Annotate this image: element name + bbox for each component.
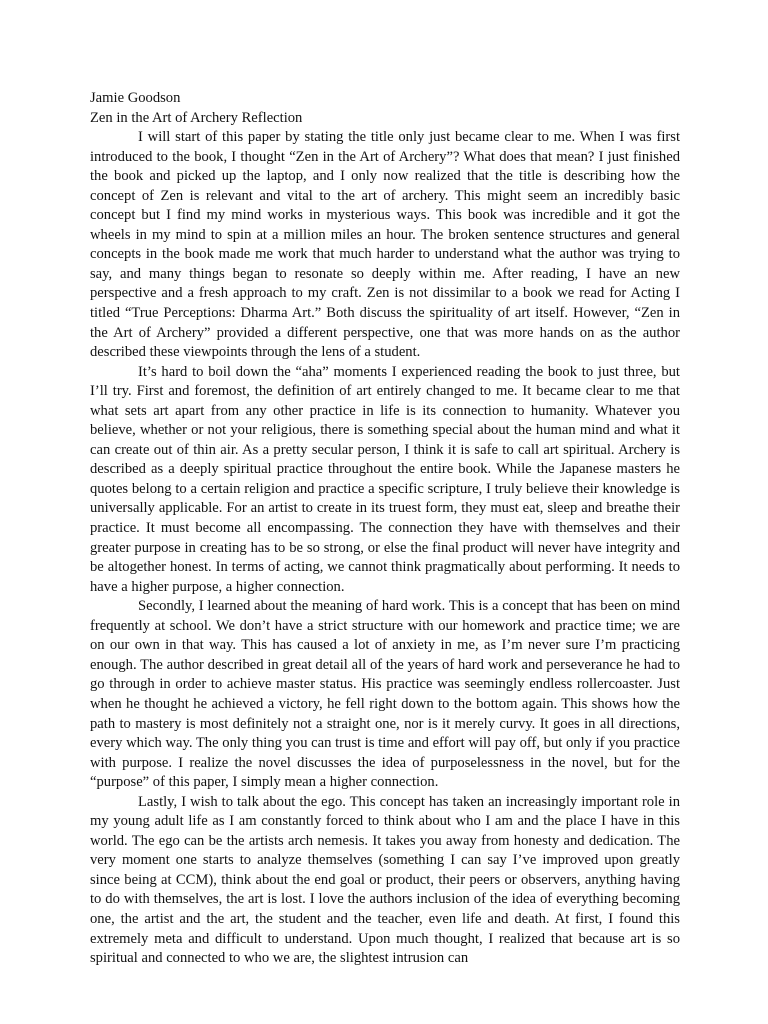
- author-name: Jamie Goodson: [90, 90, 181, 106]
- paragraph-intro: I will start of this paper by stating the title only just became clear to me. When I was first introduced to the book, I thought “Zen in the Art of Archery”? What does that mean? I just finished the book and picked up the laptop, and I only now realized that the title is describing how the concept of Zen is relevant and vital to the art of archery. This might seem an incredibly basic concept but I find my mind works in mysterious ways. This book was incredible and it got the wheels in my mind to spin at a million miles an hour. The broken sentence structures and general concepts in the book made me work that much harder to understand what the author was trying to say, and many things began to resonate so deeply within me. After reading, I have an new perspective and a fresh approach to my craft. Zen is not dissimilar to a book we read for Acting I titled “True Perceptions: Dharma Art.” Both discuss the spirituality of art itself. However, “Zen in the Art of Archery” provided a different perspective, one that was more hands on as the author described these viewpoints through the lens of a student.: [90, 129, 680, 361]
- paragraph-definition-of-art: It’s hard to boil down the “aha” moments I experienced reading the book to just three, but I’ll try. First and foremost, the definition of art entirely changed to me. It became clear to me that what sets art apart from any other practice in life is its connection to humanity. Whatever you believe, whether or not your religious, there is something special about the human mind and what it can create out of thin air. As a pretty secular person, I think it is safe to call art spiritual. Archery is described as a deeply spiritual practice throughout the entire book. While the Japanese masters he quotes belong to a certain religion and practice a specific scripture, I truly believe their knowledge is universally applicable. For an artist to create in its truest form, they must eat, sleep and breathe their practice. It must become all encompassing. The connection they have with themselves and their greater purpose in creating has to be so strong, or else the final product will never have integrity and be altogether honest. In terms of acting, we cannot think pragmatically about performing. It needs to have a higher purpose, a higher connection.: [90, 363, 680, 595]
- paragraph-ego: Lastly, I wish to talk about the ego. This concept has taken an increasingly important role in my young adult life as I am constantly forced to think about who I am and the place I have in this world. The ego can be the artists arch nemesis. It takes you away from honesty and dedication. The very moment one starts to analyze themselves (something I can say I’ve improved upon greatly since being at CCM), think about the end goal or product, their peers or observers, anything having to do with themselves, the art is lost. I love the authors inclusion of the idea of everything becoming one, the artist and the art, the student and the teacher, even life and death. At first, I found this extremely meta and difficult to understand. Upon much thought, I realized that because art is so spiritual and connected to who we are, the slightest intrusion can: [90, 793, 680, 967]
- document-title: Zen in the Art of Archery Reflection: [90, 109, 303, 126]
- paragraph-hard-work: Secondly, I learned about the meaning of hard work. This is a concept that has been on mind frequently at school. We don’t have a strict structure with our homework and practice time; we are on our own in that way. This has caused a lot of anxiety in me, as I’m never sure I’m practicing enough. The author described in great detail all of the years of hard work and perseverance he had to go through in order to achieve master status. His practice was seemingly endless rollercoaster. Just when he thought he achieved a victory, he fell right down to the bottom again. This shows how the path to mastery is most definitely not a straight one, nor is it merely curvy. It goes in all directions, every which way. The only thing you can trust is time and effort will pay off, but only if you practice with purpose. I realize the novel discusses the idea of purposelessness in the novel, but for the “purpose” of this paper, I simply mean a higher connection.: [90, 598, 680, 791]
- document-page: [90, 89, 680, 969]
